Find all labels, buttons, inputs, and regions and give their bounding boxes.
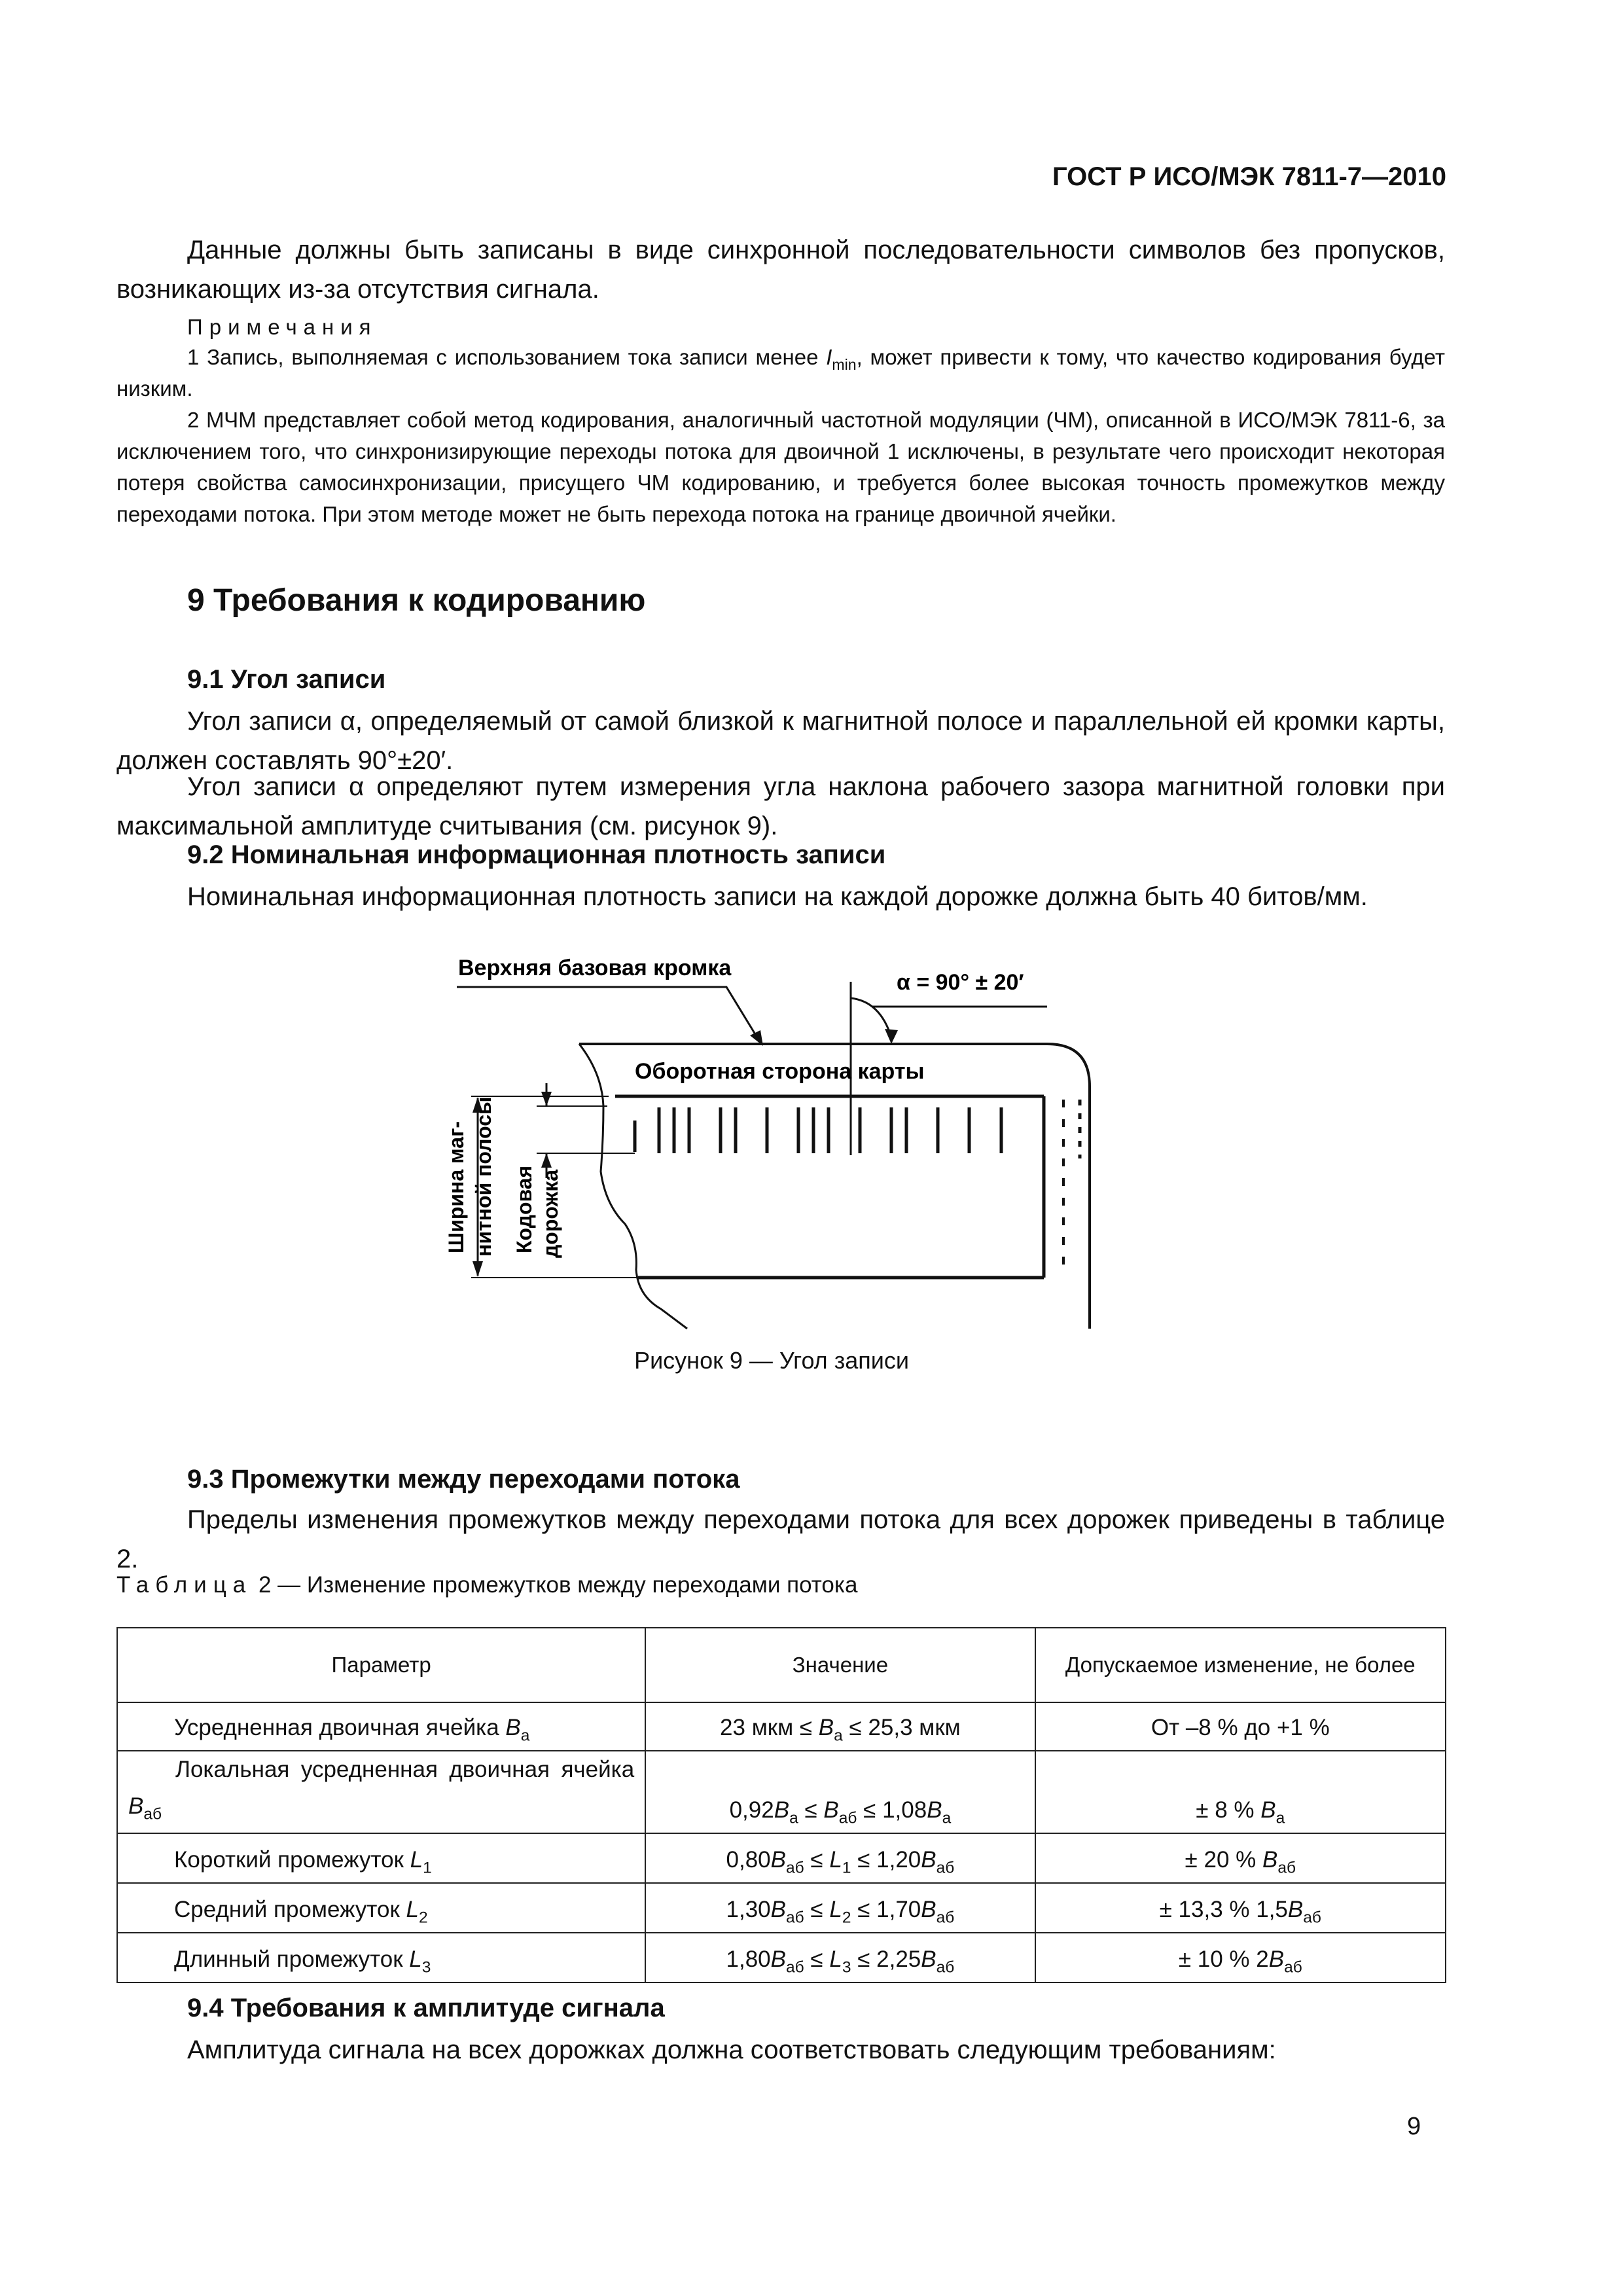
top-edge-label: Верхняя базовая кромка [458, 956, 732, 980]
section-9-2-para-1: Номинальная информационная плотность записи на каждой дорожке должна быть 40 битов/мм. [187, 882, 1368, 911]
table-header-row [117, 1628, 1446, 1702]
track-bit-marks [635, 1107, 1001, 1153]
row-2-parameter-symbol: B [128, 1793, 144, 1819]
note-1-subscript: min [832, 356, 857, 374]
row-5-parameter-sub: 3 [421, 1958, 431, 1977]
angle-arc [851, 998, 891, 1037]
table-row [117, 1702, 1446, 1751]
row-1-parameter [117, 1702, 645, 1751]
stripe-width-label-group-2 [472, 1097, 495, 1257]
code-track-label-2: дорожка [539, 1169, 562, 1258]
document-header: ГОСТ Р ИСО/МЭК 7811-7—2010 [1052, 162, 1446, 191]
row-2-parameter [117, 1751, 645, 1833]
section-9-3-heading: 9.3 Промежутки между переходами потока [187, 1465, 740, 1494]
table-row [117, 1751, 1446, 1833]
figure-9-caption: Рисунок 9 — Угол записи [634, 1347, 909, 1374]
section-9-heading: 9 Требования к кодированию [187, 583, 646, 618]
table-row [117, 1833, 1446, 1883]
stripe-width-label-1: Ширина маг- [444, 1121, 468, 1253]
table-2-caption-text: 2 — Изменение промежутков между переходами потока [252, 1572, 858, 1598]
row-4-parameter-text: Средний промежуток [174, 1897, 400, 1922]
note-1-text-a: 1 Запись, выполняемая с использованием тока записи менее [187, 345, 827, 369]
table-2 [116, 1627, 1446, 1983]
header-tolerance: Допускаемое изменение, не более [1035, 1628, 1446, 1702]
stripe-width-arrow-bottom [473, 1261, 483, 1277]
row-5-value: $1,80B_{aб} \le L_3 \le 2,25B_{aб}$ [645, 1933, 1035, 1982]
intro-paragraph: Данные должны быть записаны в виде синхронной последовательности символов без пропусков, возникающих из-за отсутствия сигнала. [116, 236, 1445, 304]
row-5-parameter-text: Длинный промежуток [174, 1946, 403, 1972]
table-row [117, 1883, 1446, 1933]
row-5-tolerance: ± 10 % $2B_{aб}$ [1035, 1933, 1446, 1982]
row-5-parameter [117, 1933, 645, 1982]
note-1-symbol: I [826, 345, 832, 369]
row-2-parameter-text: Локальная усредненная двоичная ячейка [175, 1757, 635, 1782]
section-9-1-heading: 9.1 Угол записи [187, 665, 386, 694]
card-outline [579, 1044, 1090, 1329]
code-track-label-1: Кодовая [512, 1165, 536, 1253]
section-9-3-para-1: Пределы изменения промежутков между переходами потока для всех дорожек приведены в таблице 2. [116, 1505, 1445, 1573]
code-track-label-group-2 [539, 1170, 562, 1258]
row-2-tolerance: ± 8 % $B_a$ [1035, 1751, 1446, 1833]
row-3-tolerance: ± 20 % $B_{aб}$ [1035, 1833, 1446, 1883]
row-3-parameter [117, 1833, 645, 1883]
section-9-2-heading: 9.2 Номинальная информационная плотность записи [187, 840, 886, 869]
angle-arrowhead [885, 1029, 898, 1044]
code-track-arrow-top [541, 1092, 552, 1106]
stripe-width-label-2: нитной полосы [472, 1096, 495, 1257]
row-1-parameter-symbol: B [505, 1715, 521, 1740]
row-2-value: $0,92B_a \le B_{aб} \le 1,08B_a$ [645, 1751, 1035, 1833]
top-edge-leader [457, 987, 759, 1041]
table-2-caption [116, 1572, 857, 1598]
page-number: 9 [1407, 2113, 1421, 2140]
row-5-parameter-symbol: L [409, 1946, 422, 1972]
row-4-parameter [117, 1883, 645, 1933]
row-4-parameter-sub: 2 [418, 1909, 428, 1927]
back-side-label: Оборотная сторона карты [635, 1059, 925, 1084]
table-2-caption-word: Таблица [116, 1572, 253, 1598]
row-1-value: 23 мкм ≤ $B_a \le 25,3$ мкм [645, 1702, 1035, 1751]
row-1-parameter-sub: a [520, 1727, 530, 1745]
notes-title-text: Примечания [187, 315, 378, 339]
row-3-parameter-sub: 1 [423, 1859, 432, 1877]
table-row [117, 1933, 1446, 1982]
row-4-tolerance: ± 13,3 % $1,5B_{aб}$ [1035, 1883, 1446, 1933]
card-break-line [579, 1044, 687, 1329]
section-9-1-para-1: Угол записи α, определяемый от самой близкой к магнитной полосе и параллельной ей кромки карты, должен составлять 90°±20′. [116, 707, 1445, 775]
section-9-4-para-1: Амплитуда сигнала на всех дорожках должна соответствовать следующим требованиям: [187, 2036, 1276, 2064]
section-9-1-para-2: Угол записи α определяют путем измерения угла наклона рабочего зазора магнитной головки при максимальной амплитуде считывания (см. рисунок 9). [116, 772, 1445, 840]
header-parameter: Параметр [117, 1628, 645, 1702]
row-4-parameter-symbol: L [406, 1897, 419, 1922]
stripe-width-label [444, 1121, 468, 1253]
angle-label: α = 90° ± 20′ [897, 970, 1024, 995]
code-track-arrow-bottom [541, 1153, 552, 1168]
section-9-4-heading: 9.4 Требования к амплитуде сигнала [187, 1994, 665, 2022]
row-3-parameter-symbol: L [410, 1847, 423, 1873]
row-2-parameter-sub: аб [143, 1805, 162, 1823]
code-track-label [512, 1166, 536, 1253]
note-2: 2 МЧМ представляет собой метод кодирования, аналогичный частотной модуляции (ЧМ), описанной в ИСО/МЭК 7811-6, за исключением того, что синхронизирующие переходы потока для двоичной 1 исключены, в результате чего происходит некоторая потеря свойства самосинхронизации, присущего ЧМ кодированию, и требуется более высокая точность промежутков между переходами потока. При этом методе может не быть перехода потока на границе двоичной ячейки. [116, 408, 1445, 526]
header-value: Значение [645, 1628, 1035, 1702]
note-1-text-b: , может привести к тому, что качество кодирования будет низким. [116, 345, 1445, 401]
row-1-tolerance: От –8 % до +1 % [1035, 1702, 1446, 1751]
row-1-parameter-text: Усредненная двоичная ячейка [174, 1715, 499, 1740]
row-4-value: $1,30B_{aб} \le L_2 \le 1,70B_{aб}$ [645, 1883, 1035, 1933]
row-3-parameter-text: Короткий промежуток [174, 1847, 404, 1873]
row-3-value: $0,80B_{aб} \le L_1 \le 1,20B_{aб}$ [645, 1833, 1035, 1883]
